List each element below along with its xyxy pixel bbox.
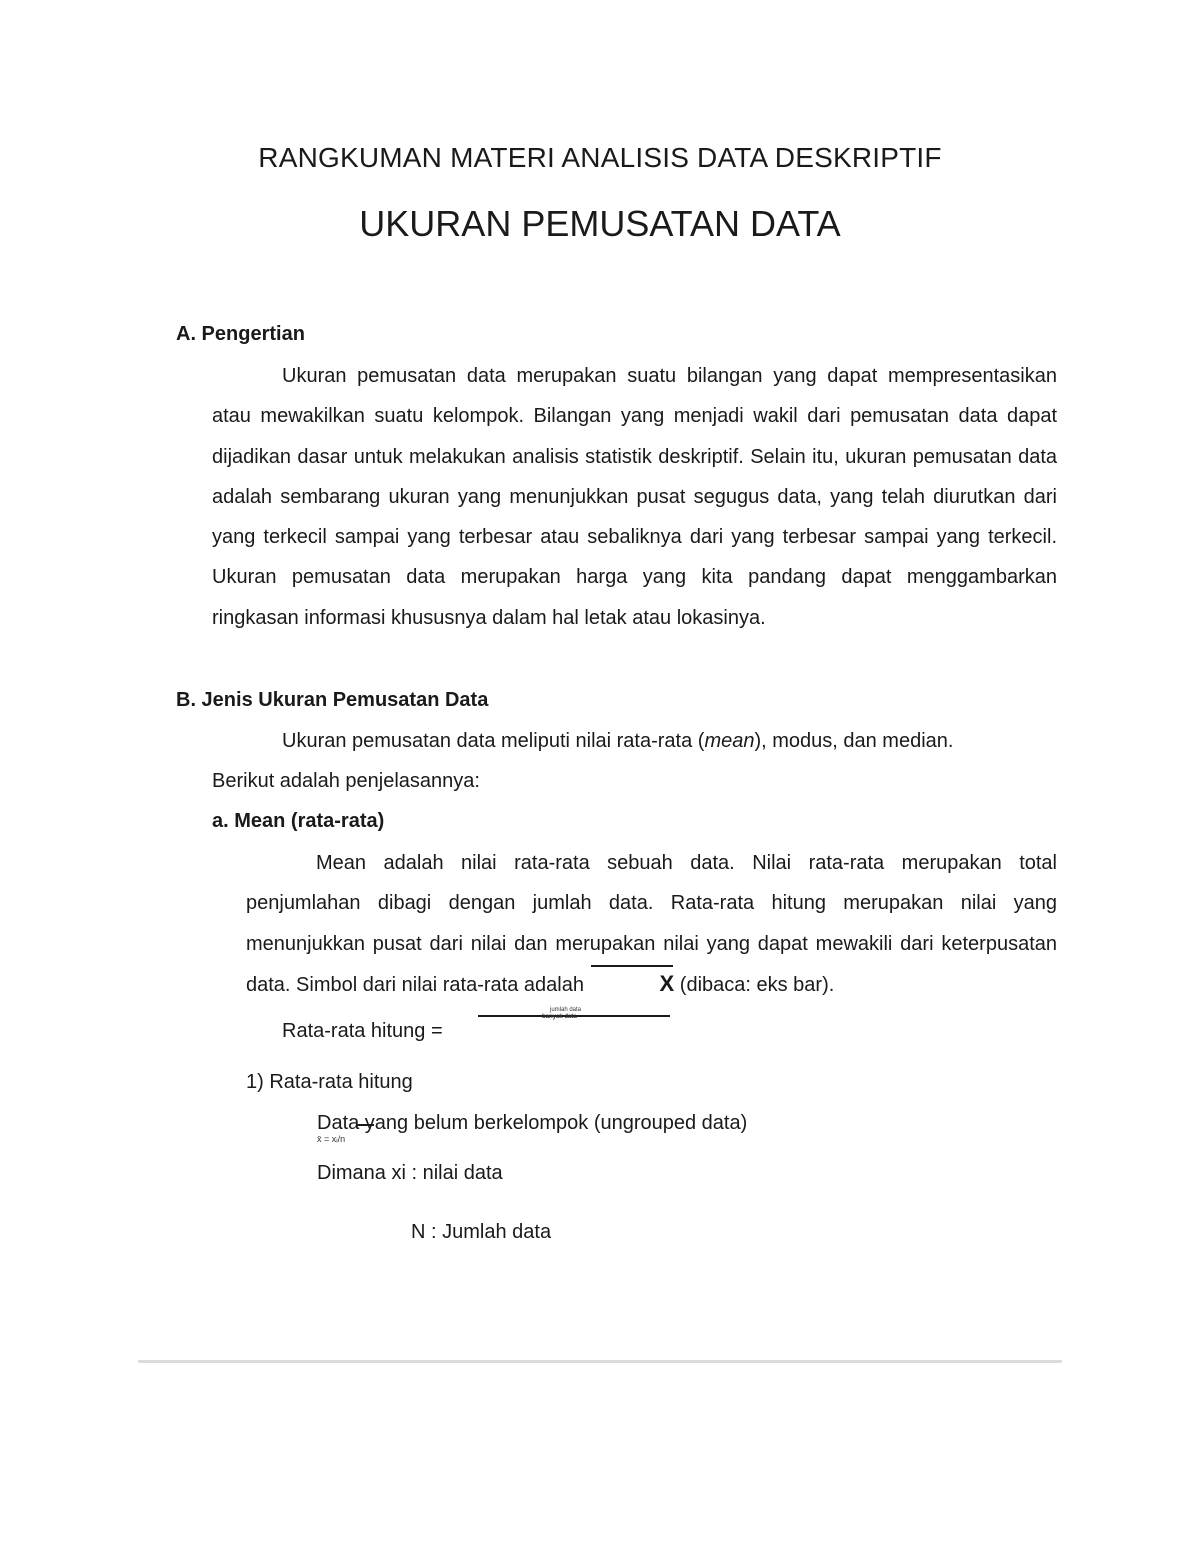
x-bar-symbol: X [590,964,675,1004]
n-definition-line: N : Jumlah data [411,1221,552,1243]
dimana-line: Dimana xi : nilai data [317,1162,503,1184]
document-subtitle: UKURAN PEMUSATAN DATA [359,203,841,244]
mean-formula-small: x̄ = xᵢ/n [317,1134,346,1144]
mean-heading: a. Mean (rata-rata) [212,810,385,832]
mean-paragraph [246,843,1057,1005]
section-b-intro-after: ), modus, dan median. [754,730,954,752]
formula-denominator: banyak data [542,1014,577,1020]
section-a-text: Ukuran pemusatan data merupakan suatu bilangan yang dapat mempresentasikan atau mewakilkan suatu kelompok. Bilangan yang menjadi wakil dari pemusatan data dapat dijadikan dasar untuk melakukan analisis statistik deskriptif. Selain itu, ukuran pemusatan data adalah sembarang ukuran yang menunjukkan pusat segugus data, yang telah diurutkan dari yang terkecil sampai yang terbesar atau sebaliknya dari yang terbesar sampai yang terkecil. Ukuran pemusatan data merupakan harga yang kita pandang dapat menggambarkan ringkasan informasi khususnya dalam hal letak atau lokasinya. [212,365,1057,629]
footer-divider [138,1360,1062,1363]
section-b-intro-line2: Berikut adalah penjelasannya: [212,770,480,792]
mean-text-main: Mean adalah nilai rata-rata sebuah data. Nilai rata-rata merupakan total penjumlahan dibagi dengan jumlah data. Rata-rata hitung merupakan nilai yang menunjukkan pusat dari nilai dan merupakan nilai yang dapat mewakili dari keterpusatan data. Simbol dari nilai rata-rata adalah [246,852,1057,996]
mean-text [246,843,1057,1005]
formula-numerator: jumlah data [550,1007,582,1013]
section-b-intro-italic: mean [704,730,755,752]
section-b-heading: B. Jenis Ukuran Pemusatan Data [176,689,489,711]
ungrouped-data-line: Data yang belum berkelompok (ungrouped data) [317,1112,748,1134]
section-b-intro [282,727,953,755]
section-b-intro-before: Ukuran pemusatan data meliputi nilai rata-rata ( [282,730,705,752]
formula-label: Rata-rata hitung = [282,1020,443,1042]
mean-text-end: (dibaca: eks bar). [679,973,835,996]
strike-dash [356,1124,374,1126]
section-a-paragraph [212,356,1057,638]
item-1-label: 1) Rata-rata hitung [246,1071,413,1093]
section-a-heading: A. Pengertian [176,323,305,345]
document-title: RANGKUMAN MATERI ANALISIS DATA DESKRIPTIF [258,142,942,173]
